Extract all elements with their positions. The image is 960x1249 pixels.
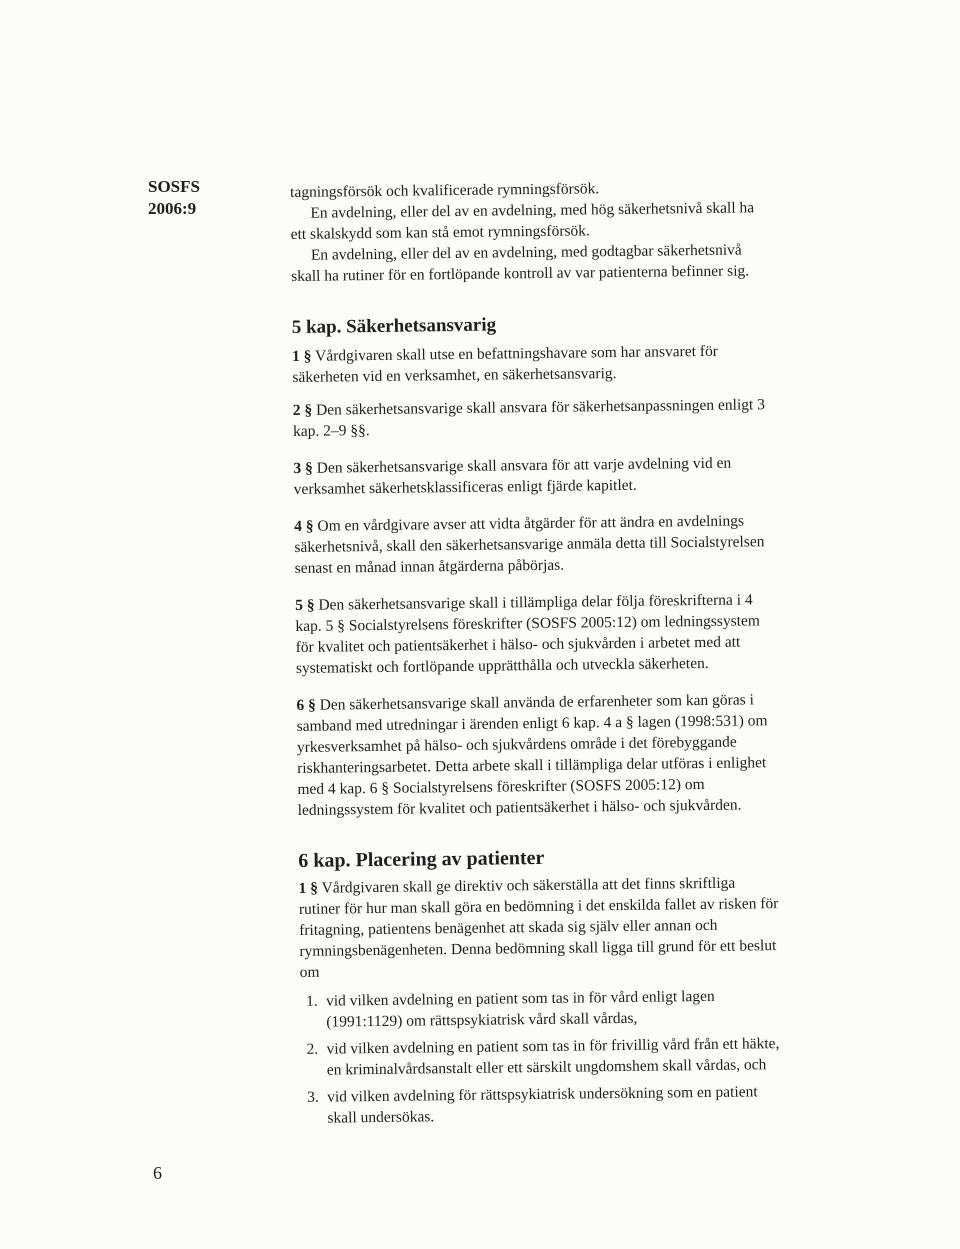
intro-paragraph-3: En avdelning, eller del av en avdelning, med godtagbar säkerhetsnivå skall ha rutiner för en fortlöpande kontroll av var patienterna befinner sig. [291,241,750,285]
chapter-5-section-5 [295,589,776,679]
chapter-5-section-6 [296,689,778,821]
document-series-label [148,176,200,220]
chapter-5-section-1 [292,340,772,388]
intro-paragraph-1: tagningsförsök och kvalificerade rymningsförsök. [290,180,600,201]
series-name: SOSFS [148,177,200,196]
section-number: 4 § [294,517,314,535]
list-number: 1. [305,992,318,1010]
section-number: 1 § [292,347,312,365]
list-number: 3. [307,1088,319,1106]
placement-list [300,985,782,1129]
chapter-5-heading: 5 kap. Säkerhetsansvarig [291,314,497,338]
list-text: vid vilken avdelning för rättspsykiatrisk undersökning som en patient skall undersökas. [327,1083,758,1127]
intro-paragraph-2: En avdelning, eller del av en avdelning, med hög säkerhetsnivå skall ha ett skalskydd som kan stå emot rymningsförsök. [290,199,755,243]
chapter-6-section-1 [299,872,780,983]
section-number: 5 § [295,596,315,614]
page-number: 6 [153,1163,162,1183]
page-content [290,176,782,1135]
chapter-6-heading: 6 kap. Placering av patienter [298,846,545,872]
section-text: Den säkerhetsansvarige skall ansvara för att varje avdelning vid en verksamhet säkerhetsklassificeras enligt fjärde kapitlet. [293,454,732,498]
section-text: Den säkerhetsansvarige skall använda de erfarenheter som kan göras i samband med utredningar i ärenden enligt 6 kap. 4 a § lagen (1998:531) om yrkesverksamhet på hälso- och sjukvårdens område i det förebyggande riskhanteringsarbetet. Detta arbete skall i tillämpliga delar utföras i enlighet med 4 kap. 6 § Socialstyrelsens föreskrifter (SOSFS 2005:12) om ledningssystem för kvalitet och patientsäkerhet i hälso- och sjukvården. [296,691,768,819]
list-text: vid vilken avdelning en patient som tas in för frivillig vård från ett häkte, en kriminalvårdsanstalt eller ett särskilt ungdomshem skall vårdas, och [326,1035,780,1079]
list-number: 2. [306,1040,319,1058]
list-item [301,1081,781,1129]
list-item [300,985,780,1033]
section-text: Vårdgivaren skall ge direktiv och säkerställa att det finns skriftliga rutiner för hur man skall göra en bedömning i det enskilda fallet av risken för fritagning, patientens benägenhet att skada sig själv eller annan och rymningsbenägenheten. Denna bedömning skall ligga till grund för ett beslut om [298,874,779,981]
section-number: 3 § [293,459,313,477]
section-number: 6 § [296,696,316,714]
chapter-5-section-3 [293,452,773,500]
section-text: Om en vårdgivare avser att vidta åtgärder för att ändra en avdelnings säkerhetsnivå, skall den säkerhetsansvarige anmäla detta till Socialstyrelsen senast en månad innan åtgärderna påbörjas. [294,512,765,577]
section-text: Den säkerhetsansvarige skall ansvara för säkerhetsanpassningen enligt 3 kap. 2–9 §§. [292,396,766,440]
section-number: 2 § [292,401,313,419]
section-text: Vårdgivaren skall utse en befattningshavare som har ansvaret för säkerheten vid en verksamhet, en säkerhetsansvarig. [292,342,719,386]
section-text: Den säkerhetsansvarige skall i tillämpliga delar följa föreskrifterna i 4 kap. 5 § Socialstyrelsens föreskrifter (SOSFS 2005:12) om ledningssystem för kvalitet och patientsäkerhet i hälso- och sjukvården i arbetet med att systematiskt och fortlöpande upprätthålla och utveckla säkerheten. [295,591,761,677]
chapter-5-section-4 [294,510,775,579]
section-number: 1 § [298,879,319,897]
list-text: vid vilken avdelning en patient som tas in för vård enligt lagen (1991:1129) om rättspsykiatrisk vård skall vårdas, [325,987,715,1031]
series-number: 2006:9 [148,199,197,218]
list-item [300,1033,780,1081]
chapter-5-section-2 [293,394,773,442]
